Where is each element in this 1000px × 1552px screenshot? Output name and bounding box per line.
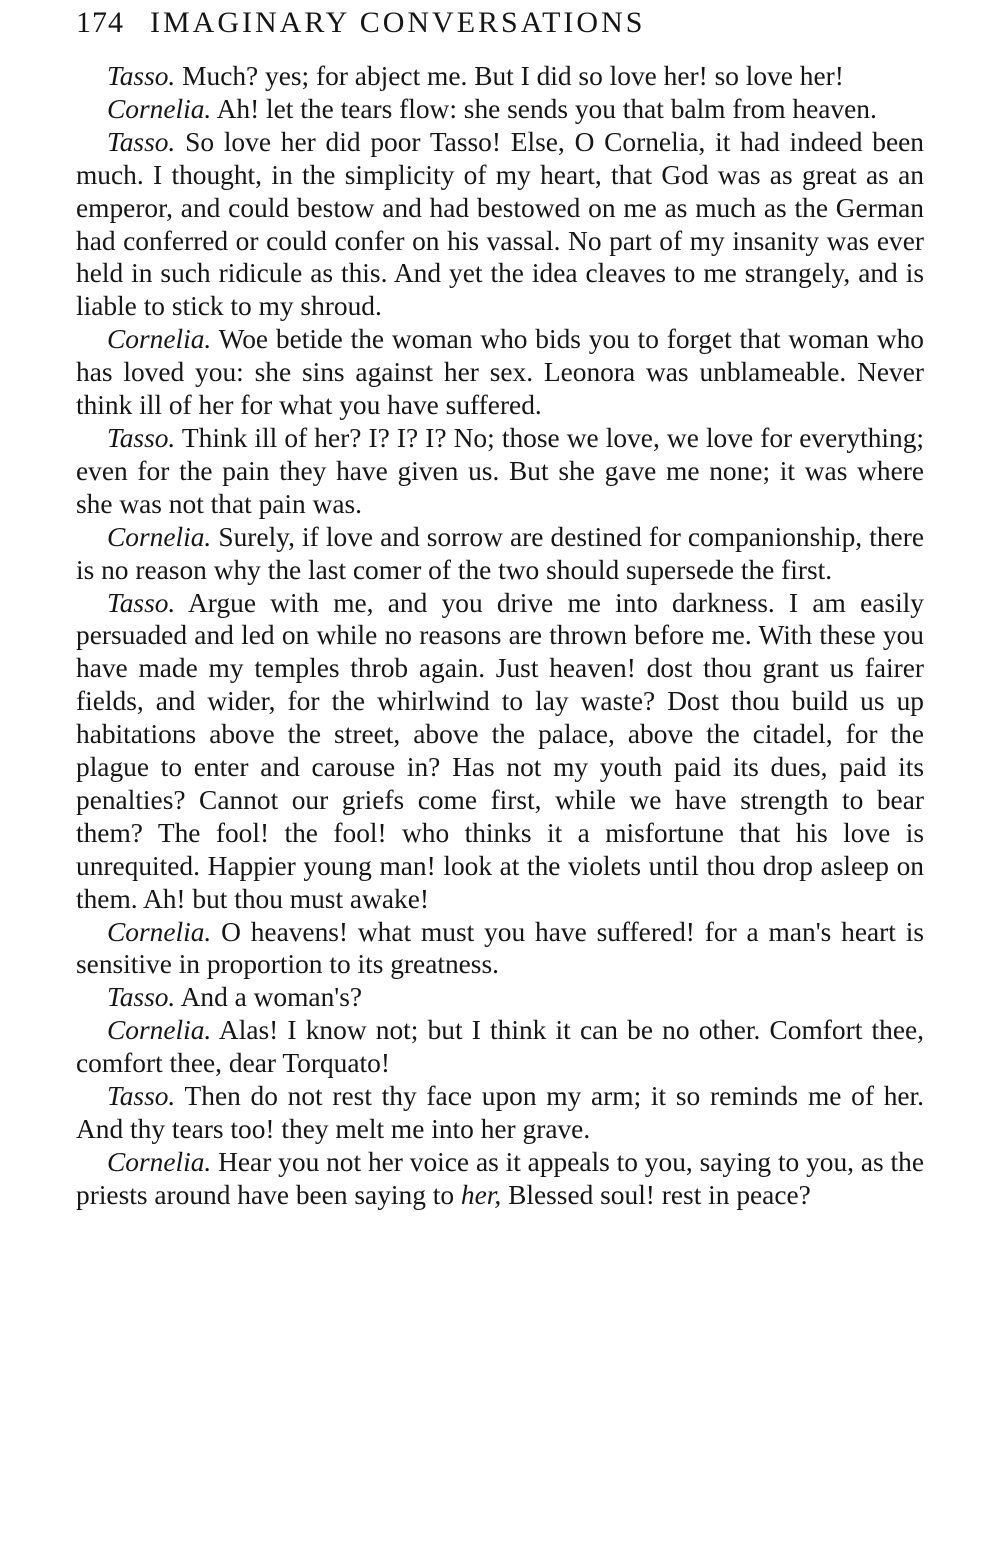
speech-text: And a woman's? [180,982,363,1013]
speech-text: Argue with me, and you drive me into darkness. I am easily persuaded and led on while no reasons are thrown before me. With these you have made my temples throb again. Just heaven! dost thou grant us fairer fields, and wider, for the whirlwind to lay waste? Dost thou build us up habitations above the street, above the palace, above the citadel, for the plague to enter and carouse in? Has not my youth paid its dues, paid its penalties? Cannot our griefs come first, while we have strength to bear them? The fool! the fool! who thinks it a misfortune that his love is unrequited. Happier young man! look at the violets until thou drop asleep on them. Ah! but thou must awake! [76,587,924,914]
dialogue-body [76,60,924,1212]
dialogue-paragraph [76,60,924,93]
speaker-name: Cornelia. [107,324,212,355]
speech-text: Then do not rest thy face upon my arm; it so reminds me of her. And thy tears too! they melt me into her grave. [76,1081,925,1144]
speaker-name: Cornelia. [107,93,212,124]
speech-text: Alas! I know not; but I think it can be no other. Comfort thee, comfort thee, dear Torquato! [76,1015,924,1079]
speaker-name: Tasso. [107,982,176,1013]
dialogue-paragraph [76,1014,924,1080]
speech-text: Surely, if love and sorrow are destined for companionship, there is no reason why the last comer of the two should supersede the first. [76,521,924,585]
dialogue-paragraph [76,521,924,587]
speech-text: Blessed soul! rest in peace? [508,1179,811,1210]
speech-text: Think ill of her? I? I? I? No; those we love, we love for everything; even for the pain they have given us. But she gave me none; it was where she was not that pain was. [76,422,924,519]
dialogue-paragraph [76,93,924,126]
running-title: IMAGINARY CONVERSATIONS [150,6,646,39]
page-number: 174 [76,6,124,39]
speech-text: Ah! let the tears flow: she sends you that balm from heaven. [216,93,877,124]
speaker-name: Tasso. [107,61,176,91]
speech-text: Much? yes; for abject me. But I did so love her! so love her! [182,61,844,91]
dialogue-paragraph [76,981,924,1014]
speaker-name: Tasso. [107,126,176,157]
speech-text: Woe betide the woman who bids you to forget that woman who has loved you: she sins against her sex. Leonora was unblameable. Never think ill of her for what you have suffered. [76,324,924,421]
speaker-name: Tasso. [107,422,176,453]
dialogue-paragraph [76,422,924,521]
dialogue-paragraph [76,323,924,422]
running-header [76,0,936,46]
speech-text: So love her did poor Tasso! Else, O Cornelia, it had indeed been much. I thought, in the simplicity of my heart, that God was as great as an emperor, and could bestow and had bestowed on me as much as the German had conferred or could confer on his vassal. No part of my insanity was ever held in such ridicule as this. And yet the idea cleaves to me strangely, and is liable to stick to my shroud. [76,126,924,322]
speech-text: O heavens! what must you have suffered! for a man's heart is sensitive in proportion to its greatness. [76,916,924,980]
speaker-name: Cornelia. [107,1146,212,1177]
emphasized-word: her, [460,1179,502,1210]
dialogue-paragraph [76,126,924,323]
speaker-name: Tasso. [107,587,176,618]
dialogue-paragraph [76,1080,924,1146]
dialogue-paragraph [76,1146,924,1212]
speech-text: Hear you not her voice as it appeals to you, saying to you, as the priests around have been saying to [76,1146,925,1210]
dialogue-paragraph [76,916,924,982]
speaker-name: Cornelia. [107,521,212,552]
speaker-name: Tasso. [107,1081,176,1112]
dialogue-paragraph [76,587,924,916]
speaker-name: Cornelia. [107,1015,212,1046]
speaker-name: Cornelia. [107,916,212,947]
